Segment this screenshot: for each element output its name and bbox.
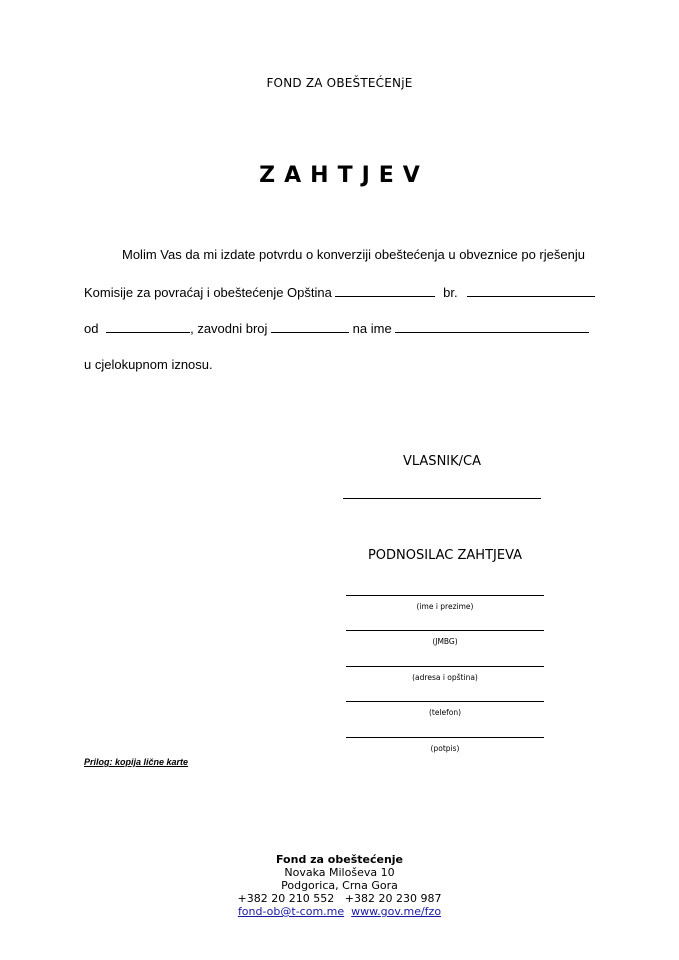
name-field[interactable] — [395, 320, 589, 333]
footer-phones — [0, 892, 679, 905]
decision-number-field[interactable] — [467, 284, 595, 297]
footer-email-link[interactable]: fond-ob@t-com.me — [237, 905, 345, 918]
footer-city: Podgorica, Crna Gora — [281, 879, 398, 892]
in-name-label: na ime — [352, 321, 392, 336]
footer-street: Novaka Miloševa 10 — [284, 866, 395, 879]
footer — [0, 853, 679, 918]
applicant-label: PODNOSILAC ZAHTJEVA — [367, 548, 523, 563]
footer-links — [0, 905, 679, 918]
request-text-line-4: u cjelokupnom iznosu. — [84, 357, 213, 372]
request-text-line-1: Molim Vas da mi izdate potvrdu o konverziji obeštećenja u obveznice po rješenju — [122, 247, 585, 262]
jmbg-caption: (JMBG) — [432, 637, 458, 646]
date-field[interactable] — [106, 320, 190, 333]
number-label: br. — [443, 285, 458, 300]
date-label: od — [84, 321, 99, 336]
footer-phone-1: +382 20 210 552 — [237, 892, 335, 905]
owner-signature-line[interactable] — [343, 498, 541, 499]
request-text-line-2 — [84, 284, 595, 300]
jmbg-line[interactable] — [346, 630, 544, 631]
signature-caption: (potpis) — [430, 744, 460, 753]
request-text-line-3 — [84, 320, 589, 336]
registry-number-field[interactable] — [271, 320, 349, 333]
commission-text: Komisije za povraćaj i obeštećenje Opština — [84, 285, 332, 300]
address-caption: (adresa i opština) — [412, 673, 478, 682]
organization-header: FOND ZA OBEŠTEĆENjE — [266, 76, 413, 90]
full-name-caption: (ime i prezime) — [416, 602, 474, 611]
attachment-note: Prilog: kopija lične karte — [84, 757, 189, 767]
phone-caption: (telefon) — [428, 708, 462, 717]
phone-line[interactable] — [346, 701, 544, 702]
full-name-line[interactable] — [346, 595, 544, 596]
signature-line[interactable] — [346, 737, 544, 738]
footer-web-link[interactable]: www.gov.me/fzo — [351, 905, 442, 918]
municipality-field[interactable] — [335, 284, 435, 297]
address-line[interactable] — [346, 666, 544, 667]
owner-label: VLASNIK/CA — [402, 454, 481, 469]
registry-number-label: , zavodni broj — [190, 321, 268, 336]
document-title: ZAHTJEV — [259, 163, 429, 188]
footer-org-name: Fond za obeštećenje — [275, 853, 403, 866]
footer-phone-2: +382 20 230 987 — [344, 892, 442, 905]
